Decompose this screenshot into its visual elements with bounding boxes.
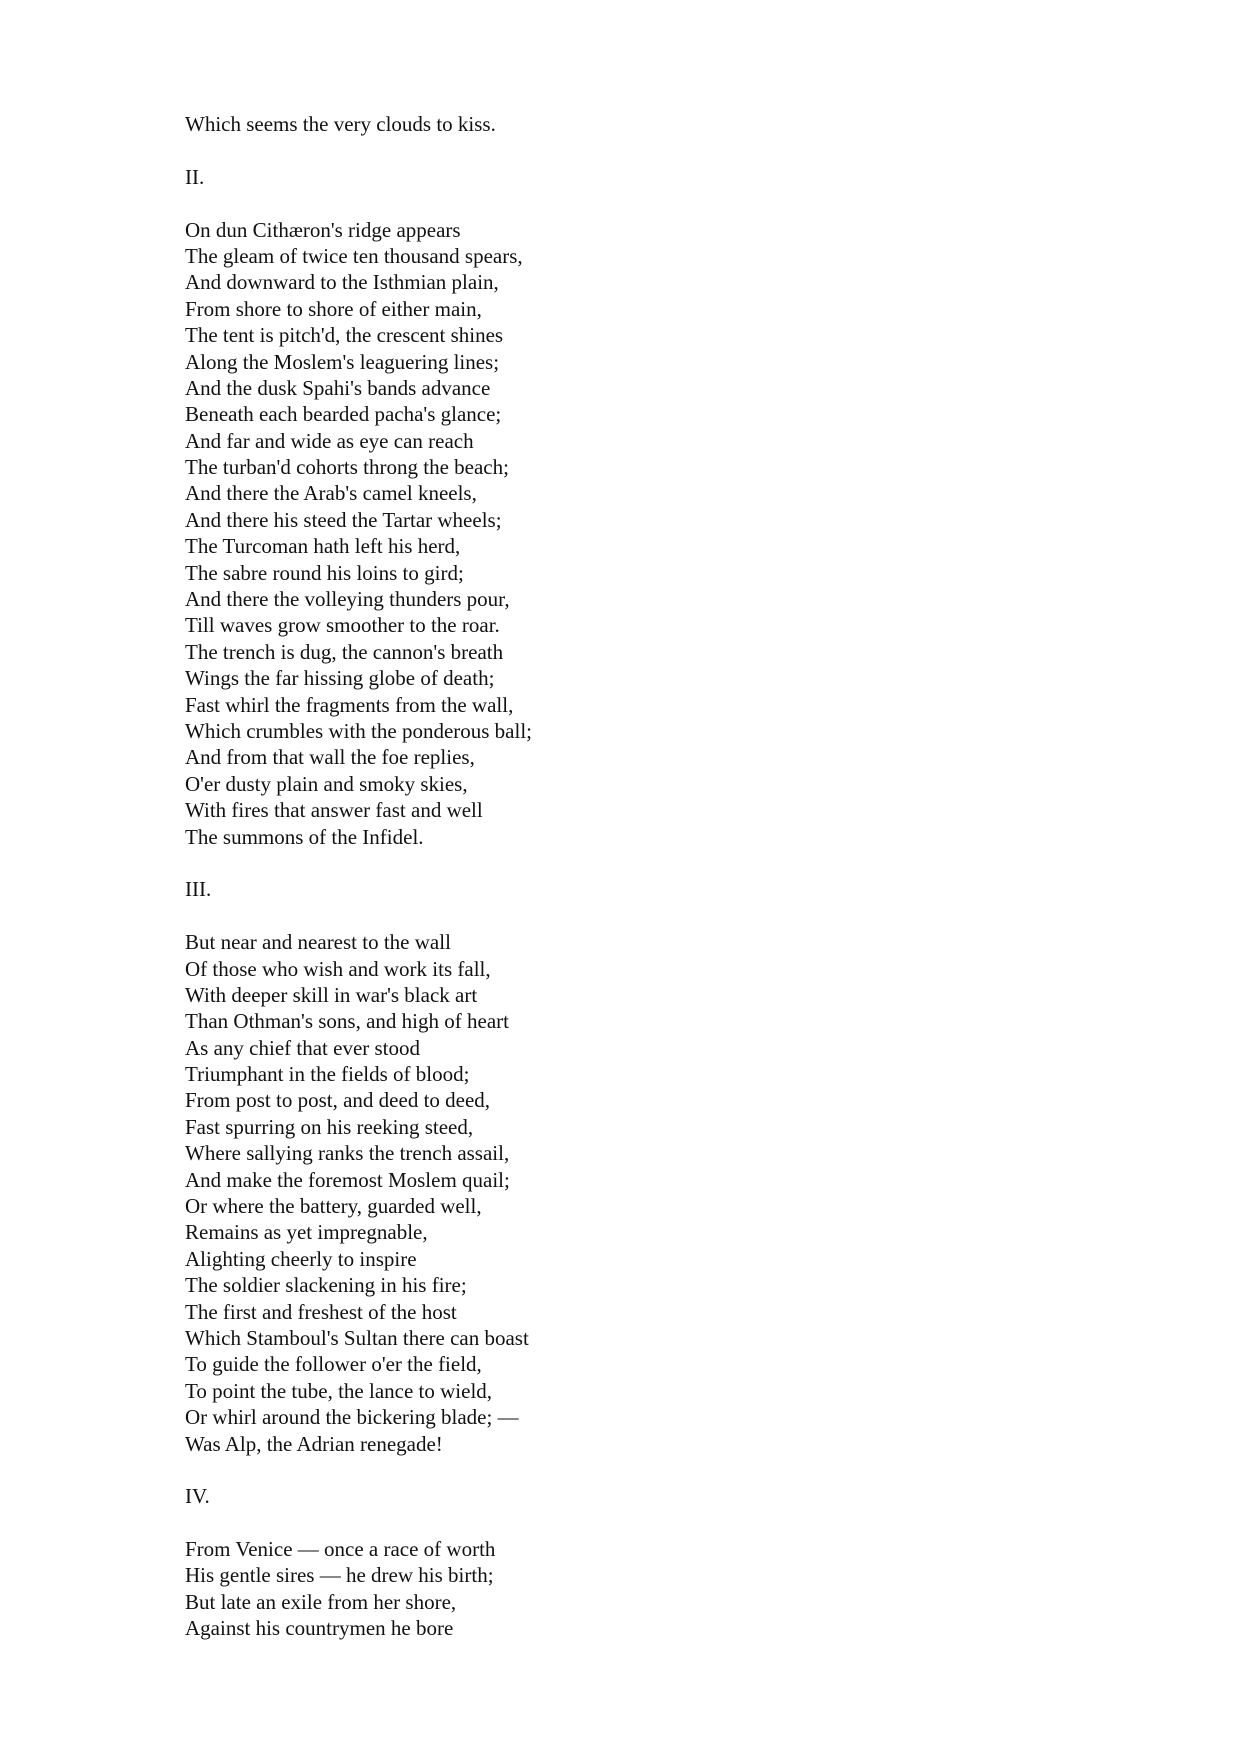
- poem-line: The turban'd cohorts throng the beach;: [185, 455, 509, 480]
- poem-line: And make the foremost Moslem quail;: [185, 1167, 510, 1192]
- stanza-gap: [185, 1510, 1185, 1536]
- poem-line: Which crumbles with the ponderous ball;: [185, 718, 533, 743]
- poem-line: Triumphant in the fields of blood;: [185, 1062, 470, 1087]
- poem-line: On dun Cithæron's ridge appears: [185, 217, 461, 242]
- poem-line: Of those who wish and work its fall,: [185, 956, 491, 981]
- poem-text: [185, 111, 1185, 1642]
- stanza-gap: [185, 137, 1185, 163]
- poem-line: The summons of the Infidel.: [185, 824, 424, 849]
- poem-line: From shore to shore of either main,: [185, 296, 482, 321]
- section-numeral: IV.: [185, 1484, 210, 1509]
- poem-line: Against his countrymen he bore: [185, 1616, 454, 1641]
- poem-line: Fast whirl the fragments from the wall,: [185, 692, 514, 717]
- poem-line: Or where the battery, guarded well,: [185, 1194, 482, 1219]
- poem-line: The tent is pitch'd, the crescent shines: [185, 323, 504, 348]
- opening-line: Which seems the very clouds to kiss.: [185, 112, 496, 136]
- poem-line: And from that wall the foe replies,: [185, 745, 475, 770]
- poem-line: His gentle sires — he drew his birth;: [185, 1563, 494, 1588]
- poem-line: With fires that answer fast and well: [185, 798, 483, 823]
- poem-line: To guide the follower o'er the field,: [185, 1352, 482, 1377]
- poem-line: From Venice — once a race of worth: [185, 1537, 496, 1562]
- poem-line: To point the tube, the lance to wield,: [185, 1378, 493, 1403]
- poem-line: And far and wide as eye can reach: [185, 428, 474, 453]
- poem-line: Where sallying ranks the trench assail,: [185, 1141, 510, 1166]
- poem-line: And there his steed the Tartar wheels;: [185, 507, 502, 532]
- poem-line: O'er dusty plain and smoky skies,: [185, 771, 468, 796]
- poem-line: And there the volleying thunders pour,: [185, 587, 510, 612]
- poem-line: The trench is dug, the cannon's breath: [185, 639, 504, 664]
- poem-line: Along the Moslem's leaguering lines;: [185, 349, 500, 374]
- stanza-gap: [185, 903, 1185, 929]
- poem-line: With deeper skill in war's black art: [185, 982, 478, 1007]
- poem-line: Was Alp, the Adrian renegade!: [185, 1431, 443, 1456]
- stanza-gap: [185, 190, 1185, 216]
- poem-line: The gleam of twice ten thousand spears,: [185, 243, 523, 268]
- poem-line: Than Othman's sons, and high of heart: [185, 1009, 509, 1034]
- poem-line: Fast spurring on his reeking steed,: [185, 1114, 474, 1139]
- stanza-gap: [185, 850, 1185, 876]
- stanza-gap: [185, 1457, 1185, 1483]
- poem-line: The first and freshest of the host: [185, 1299, 457, 1324]
- poem-line: Which Stamboul's Sultan there can boast: [185, 1325, 529, 1350]
- poem-line: As any chief that ever stood: [185, 1035, 421, 1060]
- poem-line: Or whirl around the bickering blade; —: [185, 1405, 519, 1430]
- poem-line: But late an exile from her shore,: [185, 1589, 457, 1614]
- poem-line: The soldier slackening in his fire;: [185, 1273, 467, 1298]
- poem-line: The Turcoman hath left his herd,: [185, 534, 461, 559]
- poem-line: Till waves grow smoother to the roar.: [185, 613, 500, 638]
- poem-line: And the dusk Spahi's bands advance: [185, 375, 491, 400]
- poem-line: And downward to the Isthmian plain,: [185, 270, 499, 295]
- poem-line: Remains as yet impregnable,: [185, 1220, 428, 1245]
- poem-line: From post to post, and deed to deed,: [185, 1088, 491, 1113]
- poem-line: But near and nearest to the wall: [185, 930, 451, 955]
- section-numeral: III.: [185, 877, 212, 902]
- poem-line: And there the Arab's camel kneels,: [185, 481, 477, 506]
- poem-line: Wings the far hissing globe of death;: [185, 666, 495, 691]
- poem-line: Alighting cheerly to inspire: [185, 1246, 417, 1271]
- poem-line: Beneath each bearded pacha's glance;: [185, 402, 502, 427]
- section-numeral: II.: [185, 164, 205, 189]
- poem-line: The sabre round his loins to gird;: [185, 560, 464, 585]
